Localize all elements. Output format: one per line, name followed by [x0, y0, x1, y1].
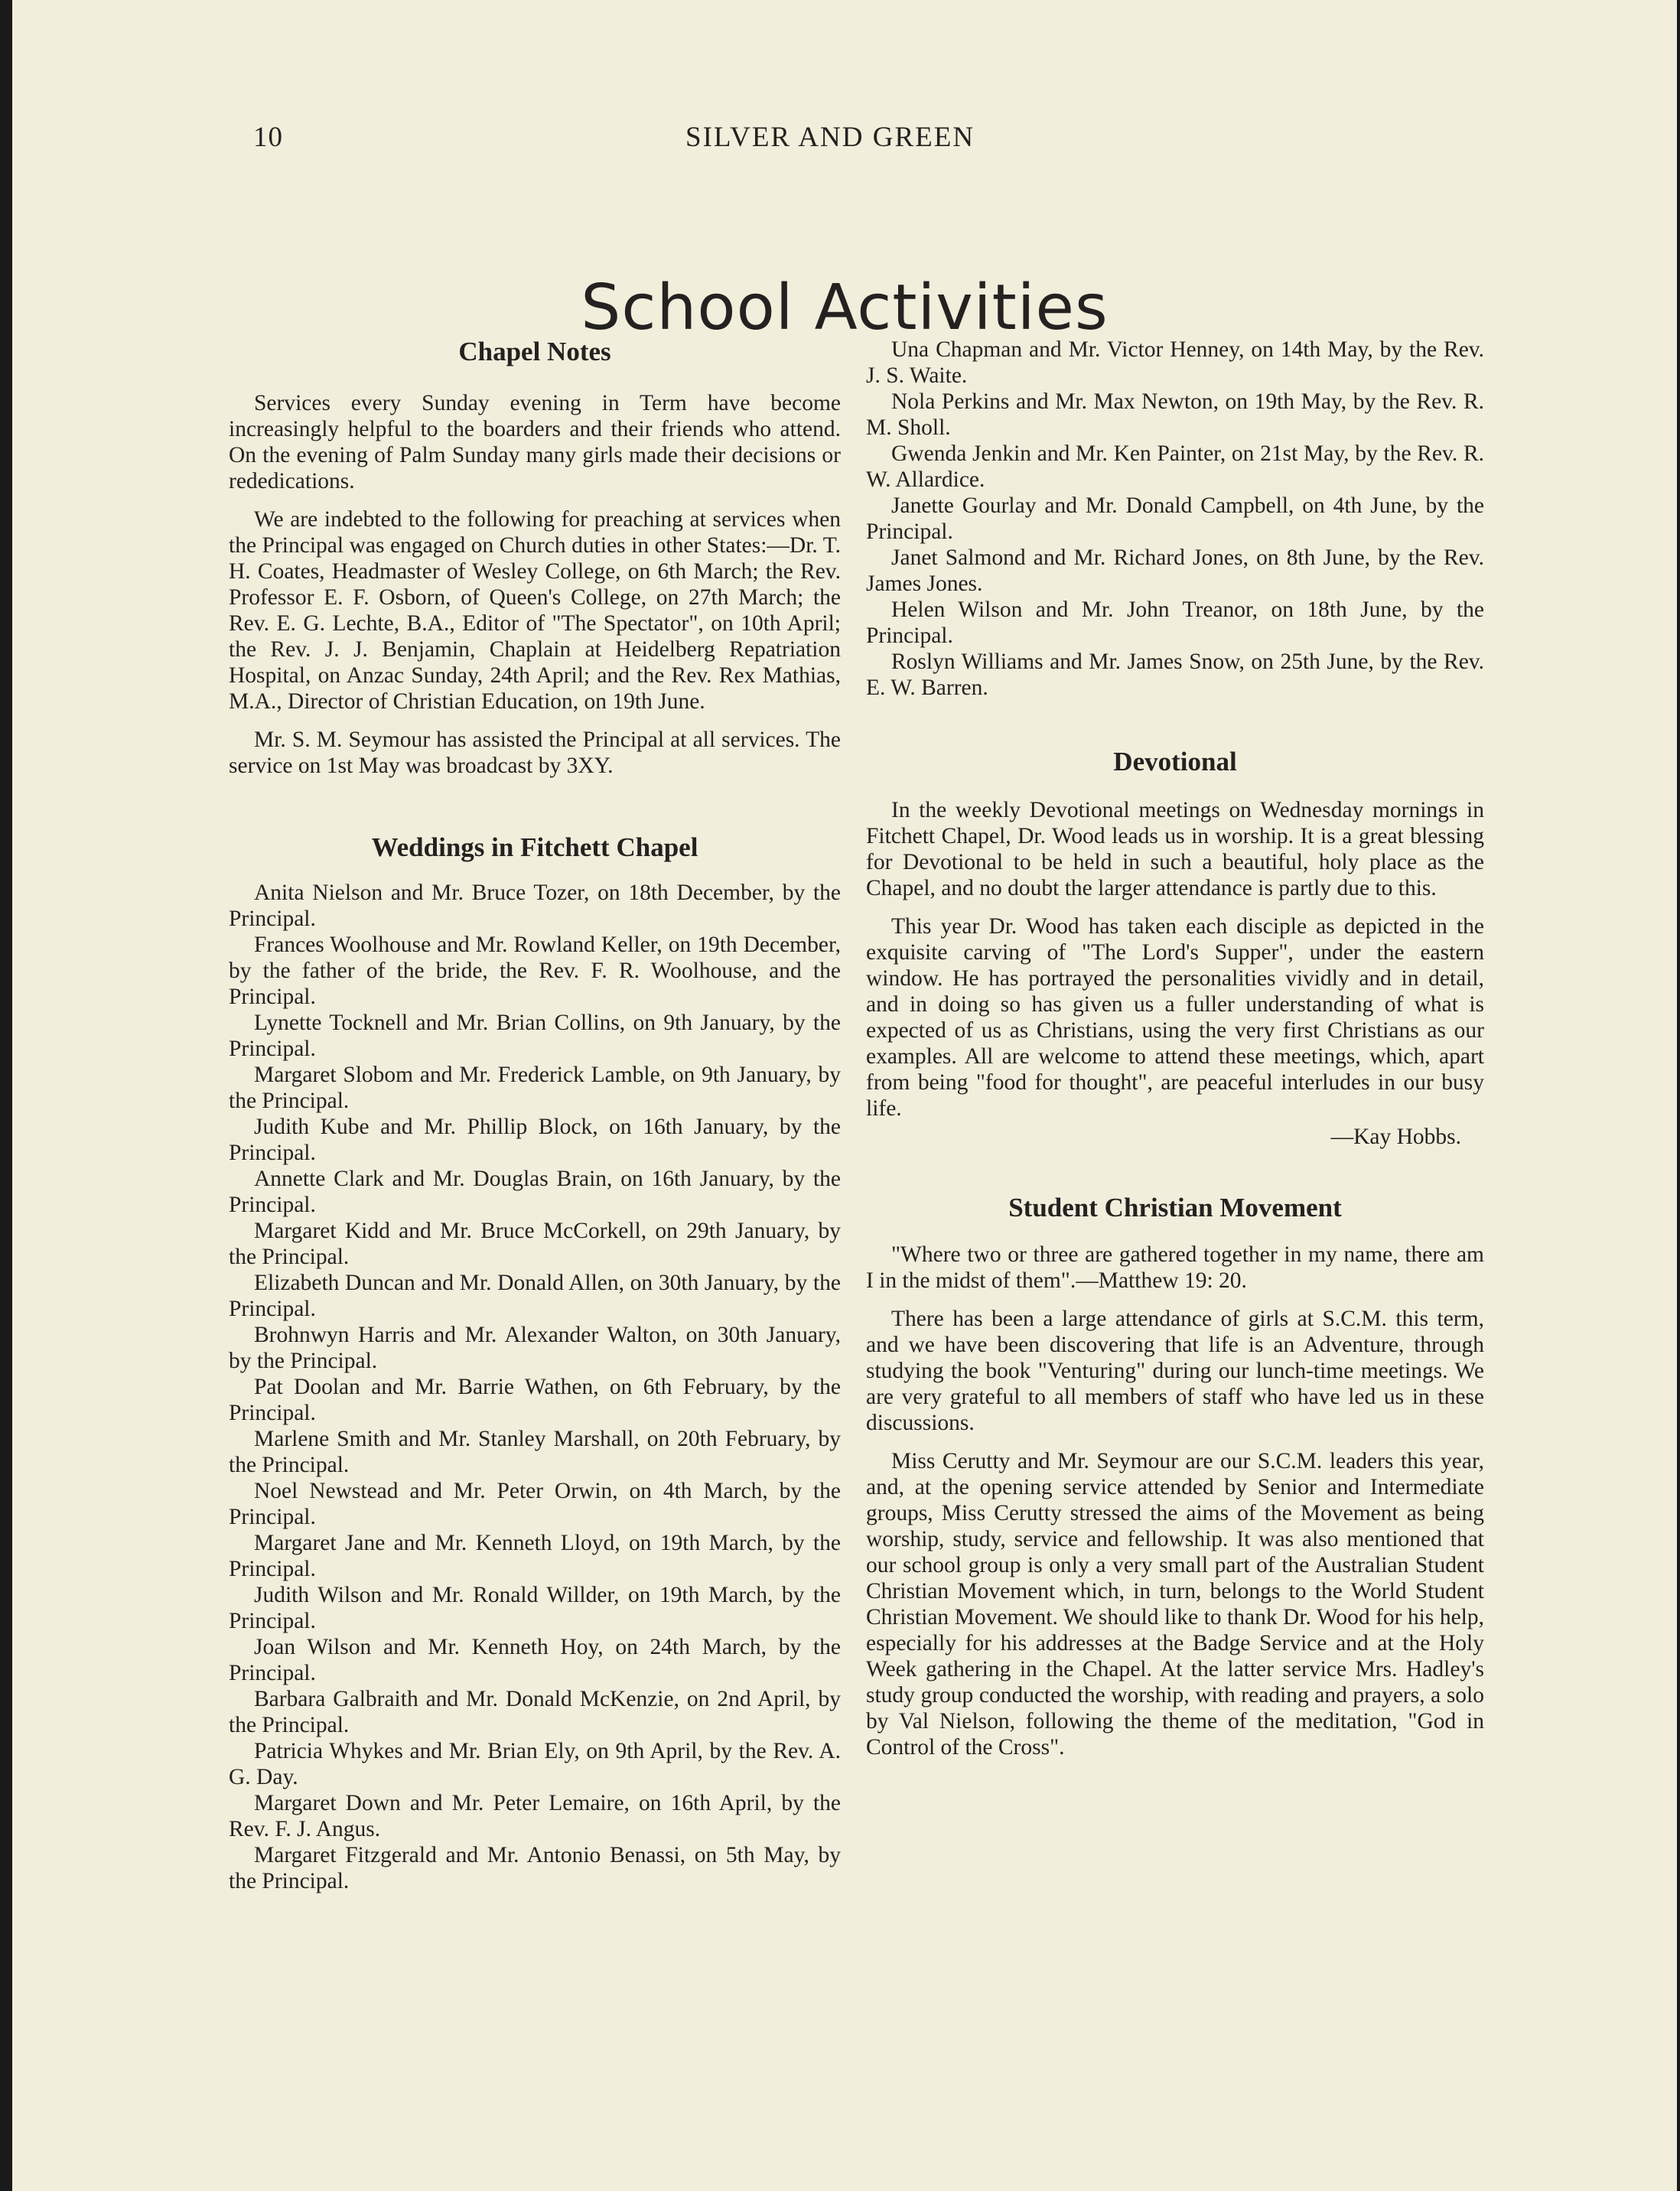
- wedding-entry: Judith Wilson and Mr. Ronald Willder, on 19th March, by the Principal.: [229, 1583, 841, 1633]
- wedding-entry: Helen Wilson and Mr. John Treanor, on 18th June, by the Principal.: [866, 597, 1484, 648]
- wedding-entry: Nola Perkins and Mr. Max Newton, on 19th May, by the Rev. R. M. Sholl.: [866, 389, 1484, 440]
- wedding-entry: Janet Salmond and Mr. Richard Jones, on 8th June, by the Rev. James Jones.: [866, 545, 1484, 596]
- page-title: School Activities: [581, 271, 1109, 344]
- weddings-section: [229, 832, 841, 1894]
- wedding-entry: Pat Doolan and Mr. Barrie Wathen, on 6th February, by the Principal.: [229, 1375, 841, 1425]
- wedding-entry: Judith Kube and Mr. Phillip Block, on 16th January, by the Principal.: [229, 1115, 841, 1165]
- weddings-heading: Weddings in Fitchett Chapel: [371, 832, 698, 862]
- wedding-entry: Una Chapman and Mr. Victor Henney, on 14th May, by the Rev. J. S. Waite.: [866, 337, 1484, 388]
- wedding-entry: Margaret Fitzgerald and Mr. Antonio Benassi, on 5th May, by the Principal.: [229, 1843, 841, 1893]
- wedding-entry: Anita Nielson and Mr. Bruce Tozer, on 18th December, by the Principal.: [229, 881, 841, 931]
- wedding-entry: Brohnwyn Harris and Mr. Alexander Walton, on 30th January, by the Principal.: [229, 1323, 841, 1373]
- wedding-entry: Elizabeth Duncan and Mr. Donald Allen, on 30th January, by the Principal.: [229, 1271, 841, 1321]
- scm-section: [866, 1193, 1484, 1760]
- chapel-notes-heading: Chapel Notes: [458, 337, 611, 366]
- chapel-notes-section: [229, 337, 841, 779]
- scm-paragraph: "Where two or three are gathered together in my name, there am I in the midst of them".—Matthew 19: 20.: [866, 1242, 1484, 1293]
- weddings-list-right: [866, 337, 1484, 701]
- wedding-entry: Margaret Down and Mr. Peter Lemaire, on 16th April, by the Rev. F. J. Angus.: [229, 1791, 841, 1841]
- weddings-list-left: [229, 880, 841, 1894]
- wedding-entry: Margaret Jane and Mr. Kenneth Lloyd, on 19th March, by the Principal.: [229, 1531, 841, 1581]
- wedding-entry: Noel Newstead and Mr. Peter Orwin, on 4th March, by the Principal.: [229, 1479, 841, 1529]
- wedding-entry: Gwenda Jenkin and Mr. Ken Painter, on 21st May, by the Rev. R. W. Allardice.: [866, 441, 1484, 492]
- devotional-paragraph: This year Dr. Wood has taken each disciple as depicted in the exquisite carving of "The Lord's Supper", under the eastern window. He has portrayed the personalities vividly and in detail, and in doing so has given us a fuller understanding of what is expected of us as Christians, using the very first Christians as our examples. All are welcome to attend these meetings, which, apart from being "food for thought", are peaceful interludes in our busy life.: [866, 914, 1484, 1121]
- devotional-paragraph: In the weekly Devotional meetings on Wednesday mornings in Fitchett Chapel, Dr. Wood leads us in worship. It is a great blessing for Devotional to be held in such a beautiful, holy place as the Chapel, and no doubt the larger attendance is partly due to this.: [866, 798, 1484, 900]
- chapel-notes-paragraph: We are indebted to the following for preaching at services when the Principal was engaged on Church duties in other States:—Dr. T. H. Coates, Headmaster of Wesley College, on 6th March; the Rev. Professor E. F. Osborn, of Queen's College, on 27th March; the Rev. E. G. Lechte, B.A., Editor of "The Spectator", on 10th April; the Rev. J. J. Benjamin, Chaplain at Heidelberg Repatriation Hospital, on Anzac Sunday, 24th April; and the Rev. Rex Mathias, M.A., Director of Christian Education, on 19th June.: [229, 507, 841, 714]
- wedding-entry: Joan Wilson and Mr. Kenneth Hoy, on 24th March, by the Principal.: [229, 1635, 841, 1685]
- chapel-notes-paragraph: Mr. S. M. Seymour has assisted the Principal at all services. The service on 1st May was broadcast by 3XY.: [229, 728, 841, 778]
- devotional-section: [866, 747, 1484, 1150]
- scm-paragraph: There has been a large attendance of girls at S.C.M. this term, and we have been discovering that life is an Adventure, through studying the book "Venturing" during our lunch-time meetings. We are very grateful to all members of staff who have led us in these discussions.: [866, 1307, 1484, 1435]
- wedding-entry: Marlene Smith and Mr. Stanley Marshall, on 20th February, by the Principal.: [229, 1427, 841, 1477]
- right-column: [866, 337, 1484, 1760]
- wedding-entry: Margaret Slobom and Mr. Frederick Lamble, on 9th January, by the Principal.: [229, 1063, 841, 1113]
- page-number: 10: [253, 122, 283, 153]
- wedding-entry: Lynette Tocknell and Mr. Brian Collins, on 9th January, by the Principal.: [229, 1011, 841, 1061]
- wedding-entry: Margaret Kidd and Mr. Bruce McCorkell, on 29th January, by the Principal.: [229, 1219, 841, 1269]
- wedding-entry: Annette Clark and Mr. Douglas Brain, on 16th January, by the Principal.: [229, 1167, 841, 1217]
- devotional-heading: Devotional: [1113, 747, 1237, 776]
- wedding-entry: Roslyn Williams and Mr. James Snow, on 25th June, by the Rev. E. W. Barren.: [866, 649, 1484, 700]
- wedding-entry: Patricia Whykes and Mr. Brian Ely, on 9th April, by the Rev. A. G. Day.: [229, 1739, 841, 1789]
- wedding-entry: Frances Woolhouse and Mr. Rowland Keller, on 19th December, by the father of the bride, the Rev. F. R. Woolhouse, and the Principal.: [229, 933, 841, 1009]
- wedding-entry: Barbara Galbraith and Mr. Donald McKenzie, on 2nd April, by the Principal.: [229, 1687, 841, 1737]
- scm-heading: Student Christian Movement: [1008, 1193, 1342, 1222]
- wedding-entry: Janette Gourlay and Mr. Donald Campbell, on 4th June, by the Principal.: [866, 493, 1484, 544]
- devotional-signature: —Kay Hobbs.: [1330, 1125, 1461, 1149]
- document-page: [12, 0, 1677, 2191]
- scm-paragraph: Miss Cerutty and Mr. Seymour are our S.C.M. leaders this year, and, at the opening service attended by Senior and Intermediate groups, Miss Cerutty stressed the aims of the Movement as being worship, study, service and fellowship. It was also mentioned that our school group is only a very small part of the Australian Student Christian Movement which, in turn, belongs to the World Student Christian Movement. We should like to thank Dr. Wood for his help, especially for his addresses at the Badge Service and at the Holy Week gathering in the Chapel. At the latter service Mrs. Hadley's study group conducted the worship, with reading and prayers, a solo by Val Nielson, following the theme of the meditation, "God in Control of the Cross".: [866, 1449, 1484, 1760]
- left-column: [229, 337, 841, 1894]
- running-head: SILVER AND GREEN: [685, 122, 975, 153]
- chapel-notes-paragraph: Services every Sunday evening in Term have become increasingly helpful to the boarders and their friends who attend. On the evening of Palm Sunday many girls made their decisions or rededications.: [229, 391, 841, 493]
